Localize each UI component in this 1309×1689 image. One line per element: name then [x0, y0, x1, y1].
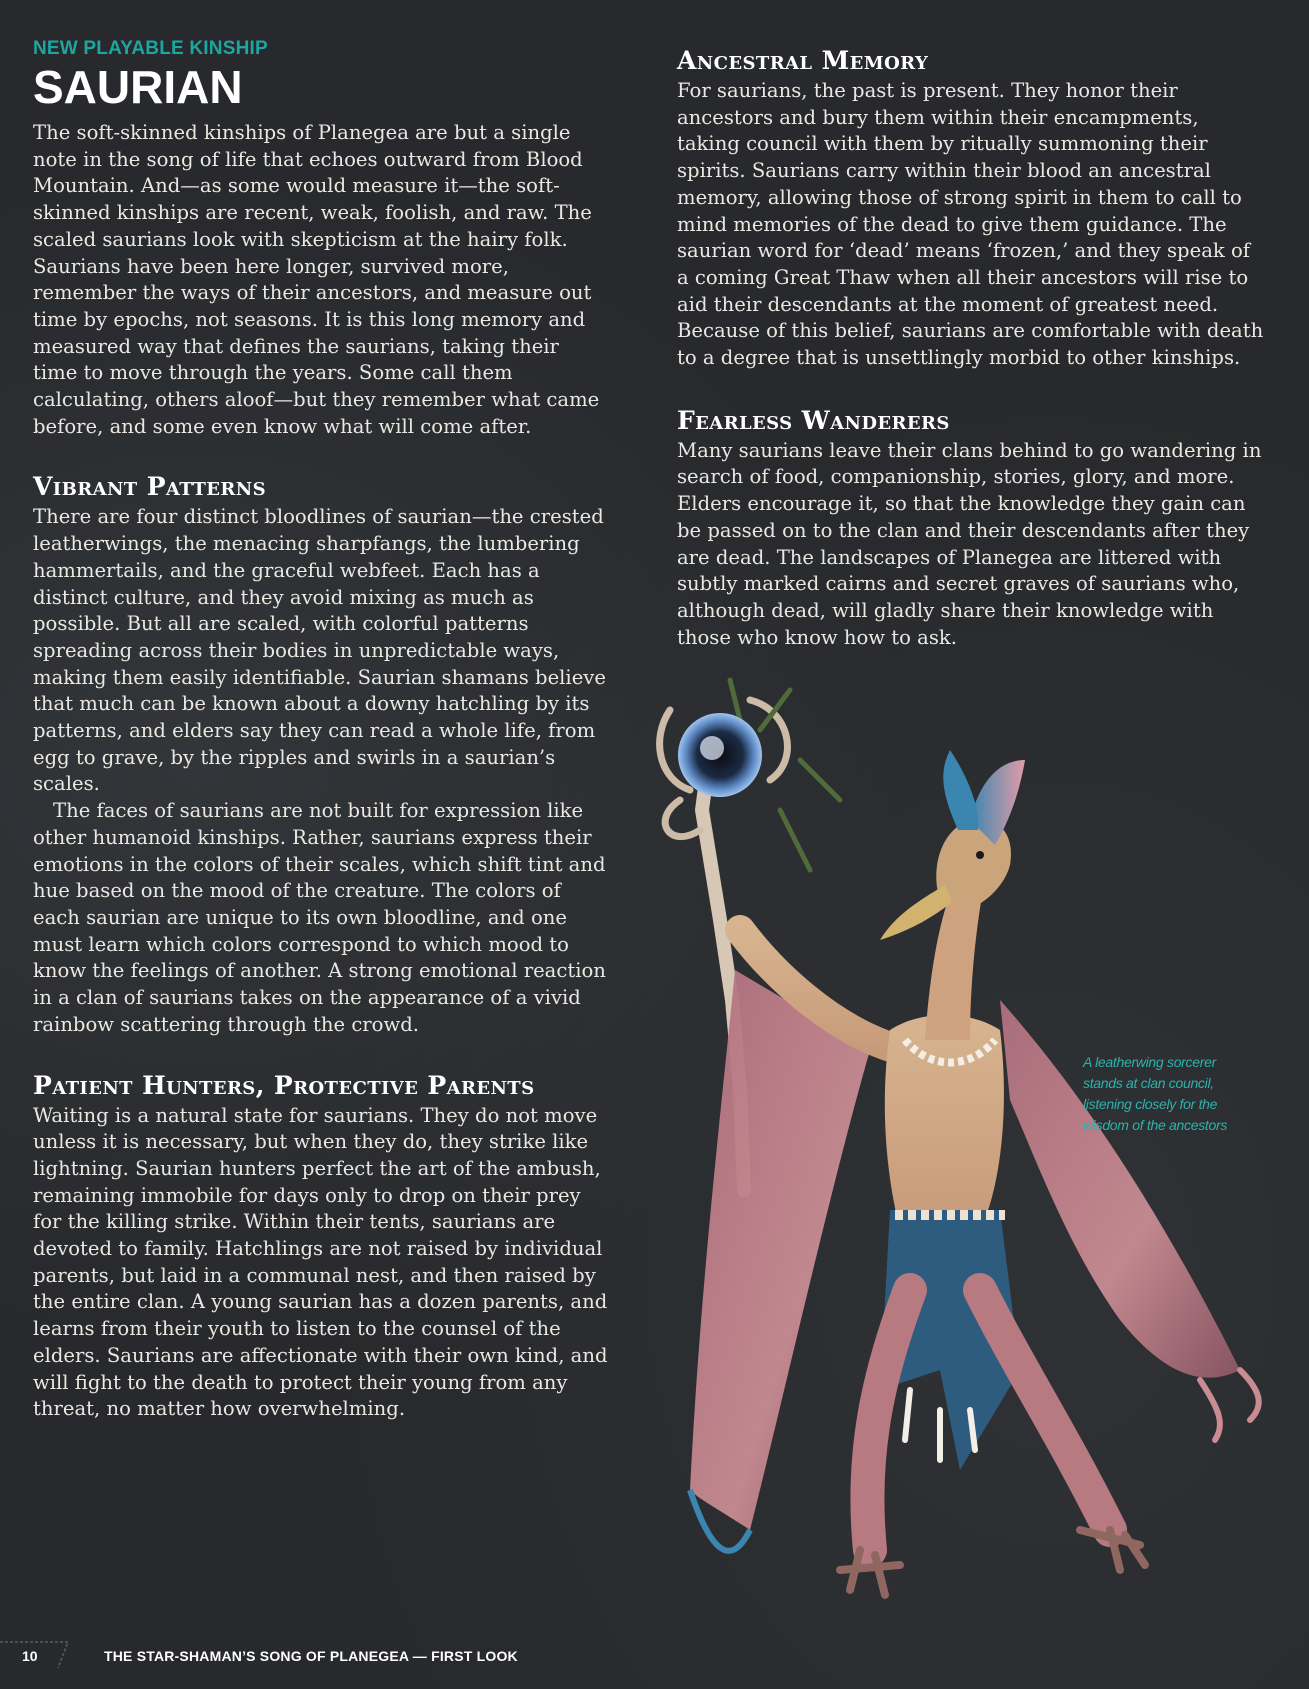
vibrant-paragraph-2: The faces of saurians are not built for expression like other humanoid kinships. Rather, saurians express their emotions in the colors of their scales, which shift tint and hue based on the mood of the creature. The colors of each saurian are unique to its own bloodline, and one must learn which colors correspond to which mood to know the feelings of another. A strong emotional reaction in a clan of saurians takes on the appearance of a vivid rainbow scattering through the crowd.	[33, 799, 606, 1036]
right-column	[677, 44, 1267, 651]
intro-paragraph: The soft-skinned kinships of Planegea are but a single note in the song of life that echoes outward from Blood Mountain. And—as some would measure it—the soft-skinned kinships are recent, weak, foolish, and raw. The scaled saurians look with skepticism at the hairy folk. Saurians have been here longer, survived more, remember the ways of their ancestors, and measure out time by epochs, not seasons. It is this long memory and measured way that defines the saurians, taking their time to move through the years. Some call them calculating, others aloof—but they remember what came before, and some even know what will come after.	[33, 121, 600, 438]
heading-vibrant-patterns: Vibrant Patterns	[33, 472, 266, 502]
heading-patient-hunters: Patient Hunters, Protective Parents	[33, 1070, 535, 1100]
heading-fearless-wanderers: Fearless Wanderers	[677, 405, 950, 435]
illustration-caption: A leatherwing sorcerer stands at clan council, listening closely for the wisdom of the ancestors	[1083, 1054, 1228, 1133]
page-title: SAURIAN	[33, 61, 243, 113]
vibrant-paragraph-1: There are four distinct bloodlines of saurian—the crested leatherwings, the menacing sharpfangs, the lumbering hammertails, and the graceful webfeet. Each has a distinct culture, and they avoid mixing as much as possible. But all are scaled, with colorful patterns spreading across their bodies in unpredictable ways, making them easily identifiable. Saurian shamans believe that much can be known about a downy hatchling by its patterns, and elders say they can read a whole life, from egg to grave, by the ripples and swirls in a saurian’s scales.	[33, 505, 606, 796]
left-column	[33, 38, 608, 1423]
page-number: 10	[22, 1648, 38, 1664]
running-title: THE STAR-SHAMAN’S SONG OF PLANEGEA — FIRST LOOK	[104, 1648, 518, 1664]
kicker: NEW PLAYABLE KINSHIP	[33, 38, 268, 59]
saurian-illustration	[640, 670, 1280, 1670]
memory-paragraph: For saurians, the past is present. They honor their ancestors and bury them within their encampments, taking council with them by ritually summoning their spirits. Saurians carry within their blood an ancestral memory, allowing those of strong spirit in them to call to mind memories of the dead to give them guidance. The saurian word for ‘dead’ means ‘frozen,’ and they speak of a coming Great Thaw when all their ancestors will rise to aid their descendants at the moment of greatest need. Because of this belief, saurians are comfortable with death to a degree that is unsettlingly morbid to other kinships.	[677, 79, 1264, 370]
heading-ancestral-memory: Ancestral Memory	[677, 46, 929, 75]
wanderers-paragraph: Many saurians leave their clans behind to go wandering in search of food, companionship, stories, glory, and more. Elders encourage it, so that the knowledge they gain can be passed on to the clan and their descendants after they are dead. The landscapes of Planegea are littered with subtly marked cairns and secret graves of saurians who, although dead, will gladly share their knowledge with those who know how to ask.	[677, 438, 1262, 649]
hunters-paragraph: Waiting is a natural state for saurians. They do not move unless it is necessary, but when they do, they strike like lightning. Saurian hunters perfect the art of the ambush, remaining immobile for days only to drop on their prey for the killing strike. Within their tents, saurians are devoted to family. Hatchlings are not raised by individual parents, but laid in a communal nest, and then raised by the entire clan. A young saurian has a dozen parents, and learns from their youth to listen to the counsel of the elders. Saurians are affectionate with their own kind, and will fight to the death to protect their young from any threat, no matter how overwhelming.	[33, 1103, 608, 1421]
page-footer	[0, 1640, 1309, 1670]
